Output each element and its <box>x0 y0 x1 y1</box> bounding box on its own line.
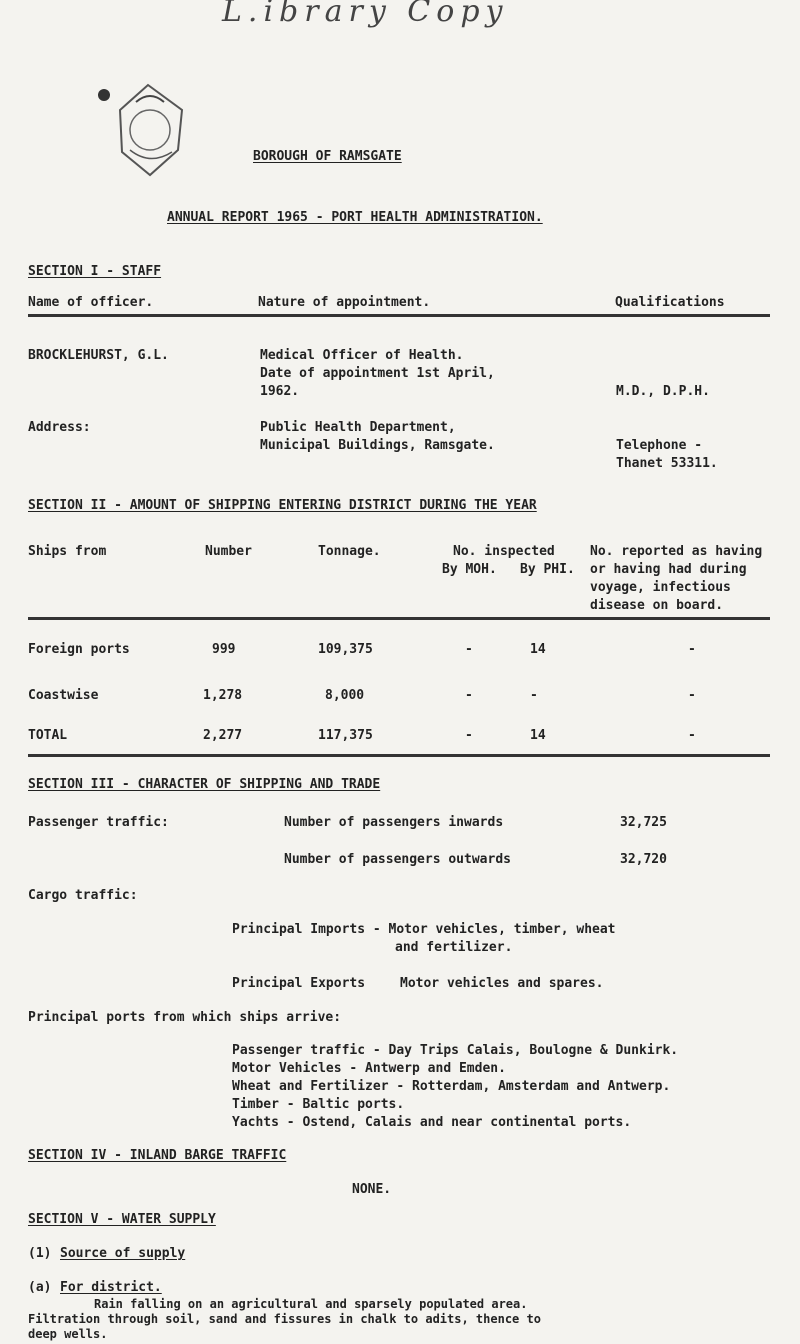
telephone-line-1: Telephone - <box>616 438 703 453</box>
port-line-motor-vehicles: Motor Vehicles - Antwerp and Emden. <box>232 1061 506 1076</box>
row-total-reported: - <box>688 728 696 743</box>
water-text-line-2: Filtration through soil, sand and fissures in chalk to adits, thence to <box>28 1312 541 1326</box>
header-ships-from: Ships from <box>28 544 107 559</box>
col-header-qualifications: Qualifications <box>615 295 725 310</box>
principal-exports-label: Principal Exports <box>232 976 366 991</box>
section-4-value: NONE. <box>352 1182 392 1197</box>
appointment-line-2: Date of appointment 1st April, <box>260 366 495 381</box>
borough-crest-icon <box>90 80 210 180</box>
row-foreign-phi: 14 <box>530 642 546 657</box>
header-inspected-phi: By PHI. <box>520 562 575 577</box>
row-coastwise-from: Coastwise <box>28 688 99 703</box>
port-line-timber: Timber - Baltic ports. <box>232 1097 405 1112</box>
section-2-bottom-rule <box>28 754 770 757</box>
address-line-2: Municipal Buildings, Ramsgate. <box>260 438 495 453</box>
passengers-inwards-value: 32,725 <box>620 815 667 830</box>
principal-imports-line-1: Principal Imports - Motor vehicles, timber, wheat <box>232 922 616 937</box>
header-inspected-moh: By MOH. <box>442 562 497 577</box>
row-foreign-tonnage: 109,375 <box>318 642 373 657</box>
header-reported-3: voyage, infectious <box>590 580 731 595</box>
water-text-line-1: Rain falling on an agricultural and sparsely populated area. <box>94 1297 528 1311</box>
row-total-from: TOTAL <box>28 728 68 743</box>
row-total-moh: - <box>465 728 473 743</box>
section-3-title: SECTION III - CHARACTER OF SHIPPING AND TRADE <box>28 777 381 792</box>
officer-name: BROCKLEHURST, G.L. <box>28 348 169 363</box>
section-4-title: SECTION IV - INLAND BARGE TRAFFIC <box>28 1148 287 1163</box>
section-5-title: SECTION V - WATER SUPPLY <box>28 1212 216 1227</box>
address-label: Address: <box>28 420 91 435</box>
passenger-traffic-label: Passenger traffic: <box>28 815 169 830</box>
item-a-number: (a) <box>28 1280 52 1295</box>
water-text-line-3: deep wells. <box>28 1327 108 1341</box>
row-foreign-number: 999 <box>212 642 236 657</box>
section-1-rule <box>28 314 770 317</box>
header-tonnage: Tonnage. <box>318 544 381 559</box>
row-total-phi: 14 <box>530 728 546 743</box>
row-coastwise-number: 1,278 <box>203 688 243 703</box>
appointment-line-1: Medical Officer of Health. <box>260 348 464 363</box>
header-reported-4: disease on board. <box>590 598 724 613</box>
row-total-number: 2,277 <box>203 728 243 743</box>
address-line-1: Public Health Department, <box>260 420 456 435</box>
principal-ports-label: Principal ports from which ships arrive: <box>28 1010 342 1025</box>
port-line-passenger: Passenger traffic - Day Trips Calais, Boulogne & Dunkirk. <box>232 1043 679 1058</box>
row-foreign-reported: - <box>688 642 696 657</box>
appointment-line-3: 1962. <box>260 384 300 399</box>
header-reported-2: or having had during <box>590 562 747 577</box>
cargo-traffic-label: Cargo traffic: <box>28 888 138 903</box>
header-inspected: No. inspected <box>453 544 555 559</box>
row-coastwise-moh: - <box>465 688 473 703</box>
row-coastwise-phi: - <box>530 688 538 703</box>
report-title: ANNUAL REPORT 1965 - PORT HEALTH ADMINISTRATION. <box>167 210 543 225</box>
item-1-number: (1) <box>28 1246 52 1261</box>
row-total-tonnage: 117,375 <box>318 728 373 743</box>
passengers-inwards-label: Number of passengers inwards <box>284 815 504 830</box>
section-1-title: SECTION I - STAFF <box>28 264 162 279</box>
item-a-for-district: For district. <box>60 1280 162 1295</box>
passengers-outwards-label: Number of passengers outwards <box>284 852 511 867</box>
item-1-source-of-supply: Source of supply <box>60 1246 186 1261</box>
section-2-header-rule <box>28 617 770 620</box>
col-header-name: Name of officer. <box>28 295 154 310</box>
borough-title: BOROUGH OF RAMSGATE <box>253 149 402 164</box>
telephone-line-2: Thanet 53311. <box>616 456 718 471</box>
section-2-title: SECTION II - AMOUNT OF SHIPPING ENTERING DISTRICT DURING THE YEAR <box>28 498 537 513</box>
port-line-wheat: Wheat and Fertilizer - Rotterdam, Amsterdam and Antwerp. <box>232 1079 671 1094</box>
header-number: Number <box>205 544 252 559</box>
row-foreign-moh: - <box>465 642 473 657</box>
principal-exports-value: Motor vehicles and spares. <box>400 976 604 991</box>
row-coastwise-reported: - <box>688 688 696 703</box>
passengers-outwards-value: 32,720 <box>620 852 667 867</box>
qualifications-value: M.D., D.P.H. <box>616 384 710 399</box>
row-foreign-from: Foreign ports <box>28 642 130 657</box>
port-line-yachts: Yachts - Ostend, Calais and near continental ports. <box>232 1115 632 1130</box>
principal-imports-line-2: and fertilizer. <box>395 940 513 955</box>
handwritten-library-copy: L.ibrary Copy <box>222 0 509 29</box>
col-header-nature: Nature of appointment. <box>258 295 431 310</box>
row-coastwise-tonnage: 8,000 <box>325 688 365 703</box>
header-reported-1: No. reported as having <box>590 544 763 559</box>
